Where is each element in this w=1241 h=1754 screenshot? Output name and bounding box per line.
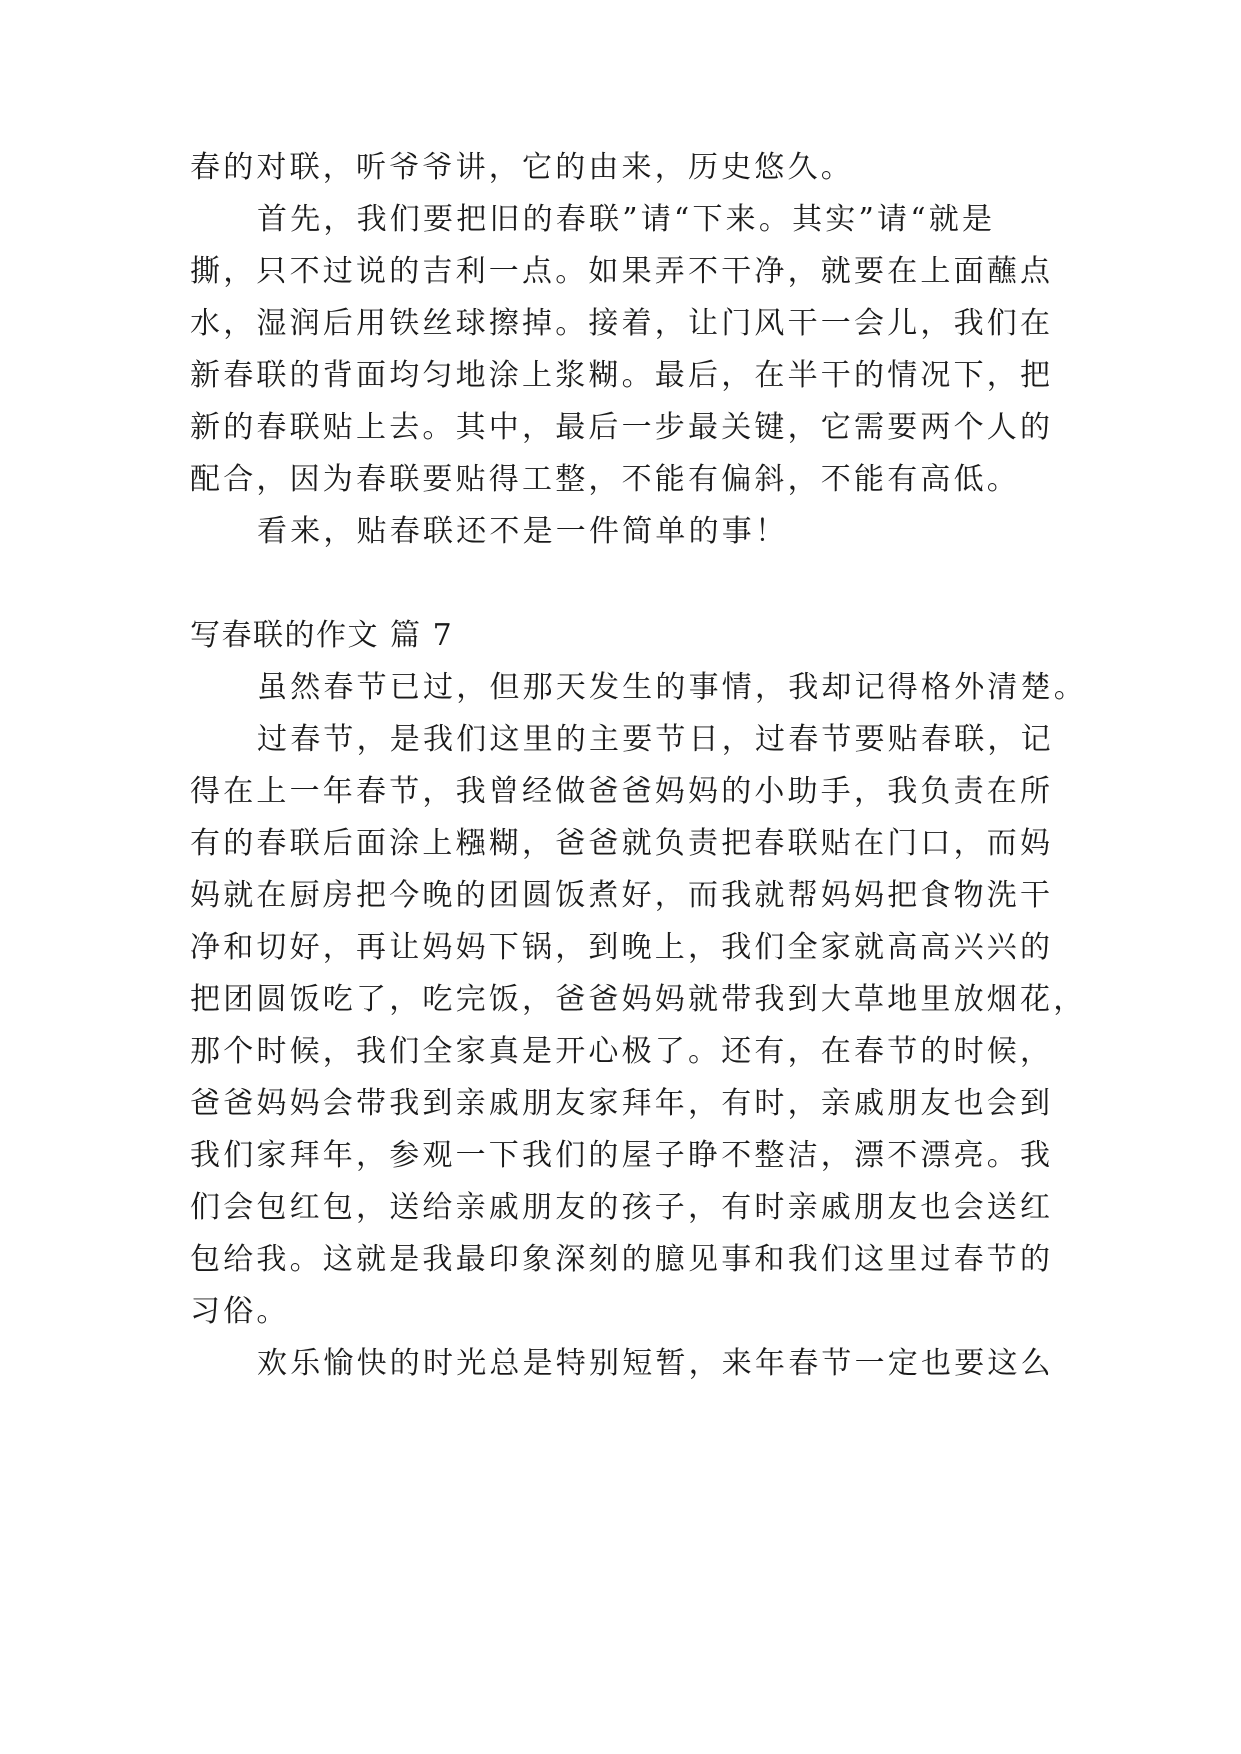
paragraph-line: 那个时候，我们全家真是开心极了。还有，在春节的时候， (190, 1034, 1054, 1069)
paragraph-line: 新春联的背面均匀地涂上浆糊。最后，在半干的情况下，把 (190, 358, 1054, 393)
paragraph-line: 妈就在厨房把今晚的团圆饭煮好，而我就帮妈妈把食物洗干 (190, 878, 1054, 913)
paragraph-line: 虽然春节已过，但那天发生的事情，我却记得格外清楚。 (257, 670, 1087, 705)
paragraph-line: 把团圆饭吃了，吃完饭，爸爸妈妈就带我到大草地里放烟花， (190, 982, 1087, 1017)
paragraph-line: 们会包红包，送给亲戚朋友的孩子，有时亲戚朋友也会送红 (190, 1190, 1054, 1225)
paragraph-line: 春的对联，听爷爷讲，它的由来，历史悠久。 (190, 150, 854, 185)
paragraph-line: 有的春联后面涂上糨糊，爸爸就负责把春联贴在门口，而妈 (190, 826, 1054, 861)
paragraph-line: 撕，只不过说的吉利一点。如果弄不干净，就要在上面蘸点 (190, 254, 1054, 289)
paragraph-line: 我们家拜年，参观一下我们的屋子睁不整洁，漂不漂亮。我 (190, 1138, 1054, 1173)
paragraph-line: 过春节，是我们这里的主要节日，过春节要贴春联，记 (257, 722, 1054, 757)
paragraph-line: 包给我。这就是我最印象深刻的臆见事和我们这里过春节的 (190, 1242, 1054, 1277)
paragraph-line: 水，湿润后用铁丝球擦掉。接着，让门风干一会儿，我们在 (190, 306, 1054, 341)
paragraph-line: 爸爸妈妈会带我到亲戚朋友家拜年，有时，亲戚朋友也会到 (190, 1086, 1054, 1121)
paragraph-line: 得在上一年春节，我曾经做爸爸妈妈的小助手，我负责在所 (190, 774, 1054, 809)
paragraph-line: 欢乐愉快的时光总是特别短暂，来年春节一定也要这么 (257, 1346, 1054, 1381)
paragraph-line: 新的春联贴上去。其中，最后一步最关键，它需要两个人的 (190, 410, 1054, 445)
paragraph-line: 净和切好，再让妈妈下锅，到晚上，我们全家就高高兴兴的 (190, 930, 1054, 965)
paragraph-line: 习俗。 (190, 1294, 290, 1329)
paragraph-line: 配合，因为春联要贴得工整，不能有偏斜，不能有高低。 (190, 462, 1020, 497)
section-heading: 写春联的作文 篇 7 (190, 618, 454, 653)
paragraph-line: 看来，贴春联还不是一件简单的事！ (257, 514, 789, 549)
paragraph-line: 首先，我们要把旧的春联”请“下来。其实”请“就是 (257, 202, 996, 237)
